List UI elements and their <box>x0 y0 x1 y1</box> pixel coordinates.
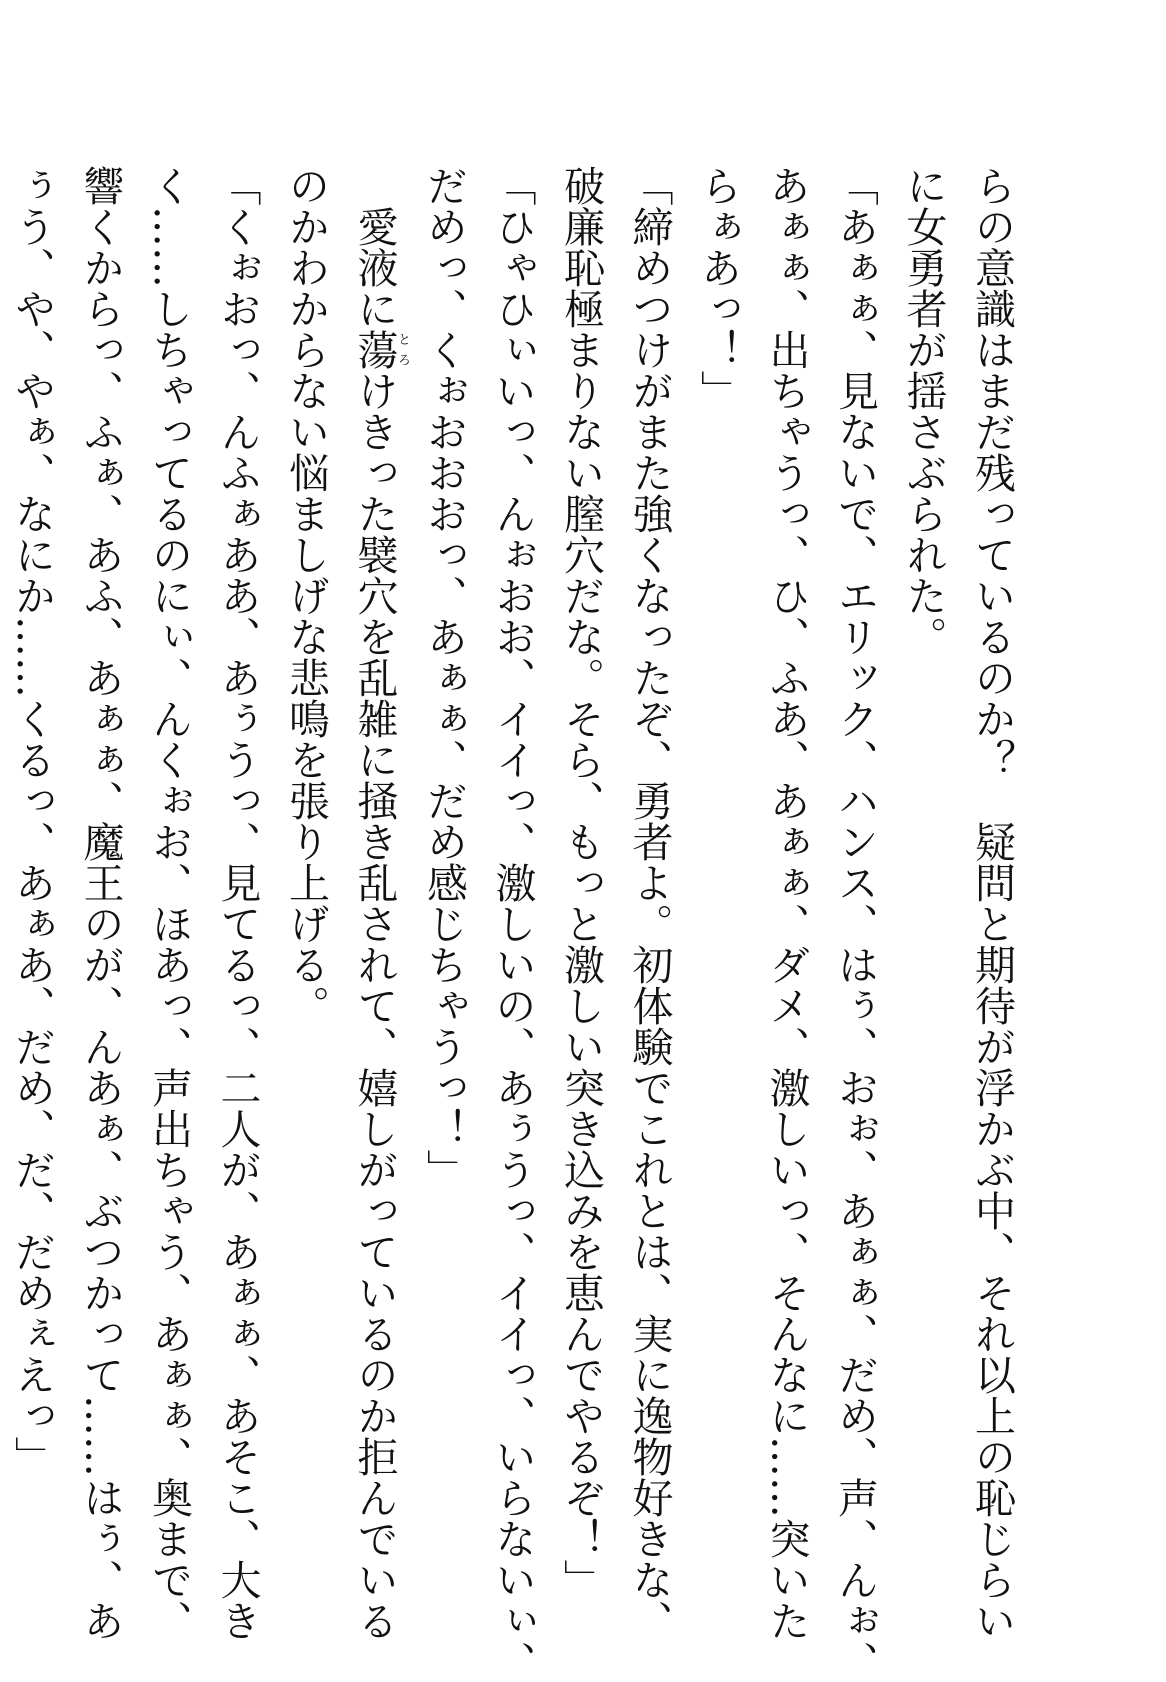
text-line: あぁぁ、出ちゃうっ、ひ、ふあ、あぁぁ、ダメ、激しいっ、そんなに……突いた <box>762 165 811 1641</box>
text-line: らぁあっ！」 <box>694 165 742 411</box>
text-line: 「あぁぁ、見ないで、エリック、ハンス、はぅ、おぉ、あぁぁ、だめ、声、んぉ、 <box>831 165 879 1682</box>
text-line: のかわからない悩ましげな悲鳴を張り上げる。 <box>282 165 330 1026</box>
ruby-base: 蕩 <box>350 329 399 370</box>
vertical-text-body <box>8 165 1026 1682</box>
text-line-with-ruby <box>340 165 410 1641</box>
text-line: 響くからっ、ふぁ、あふ、あぁぁ、魔王のが、んあぁ、ぶつかって……はぅ、あ <box>76 165 125 1641</box>
text-line: ぅう、や、やぁ、なにか……くるっ、あぁあ、だめ、だ、だめぇえっ」 <box>8 165 56 1477</box>
ruby-line-before: 愛液に <box>350 165 399 329</box>
text-line: 「くぉおっ、んふぁああ、あぅうっ、見てるっ、二人が、あぁぁ、あそこ、大き <box>213 165 262 1641</box>
ruby-annotation <box>350 329 410 370</box>
text-line: 「締めつけがまた強くなったぞ、勇者よ。初体験でこれとは、実に逸物好きな、 <box>625 165 674 1641</box>
text-line: 「ひゃひぃいっ、んぉおお、イイっ、激しいの、あぅうっ、イイっ、いらないぃ、 <box>488 165 537 1682</box>
text-line: だめっ、くぉおおおっ、あぁぁ、だめ感じちゃうっ！」 <box>420 165 468 1190</box>
text-line: らの意識はまだ残っているのか？ 疑問と期待が浮かぶ中、それ以上の恥じらい <box>968 165 1016 1641</box>
ruby-reading: とろ <box>395 329 410 370</box>
text-line: 破廉恥極まりない膣穴だな。そら、もっと激しい突き込みを恵んでやるぞ！」 <box>557 165 605 1600</box>
text-line: く……しちゃってるのにぃ、んくぉお、ほあっ、声出ちゃう、あぁぁ、奥まで、 <box>145 165 193 1641</box>
text-line: に女勇者が揺さぶられた。 <box>899 165 948 657</box>
ruby-line-after: けきった襞穴を乱雑に掻き乱されて、嬉しがっているのか拒んでいる <box>350 370 399 1641</box>
